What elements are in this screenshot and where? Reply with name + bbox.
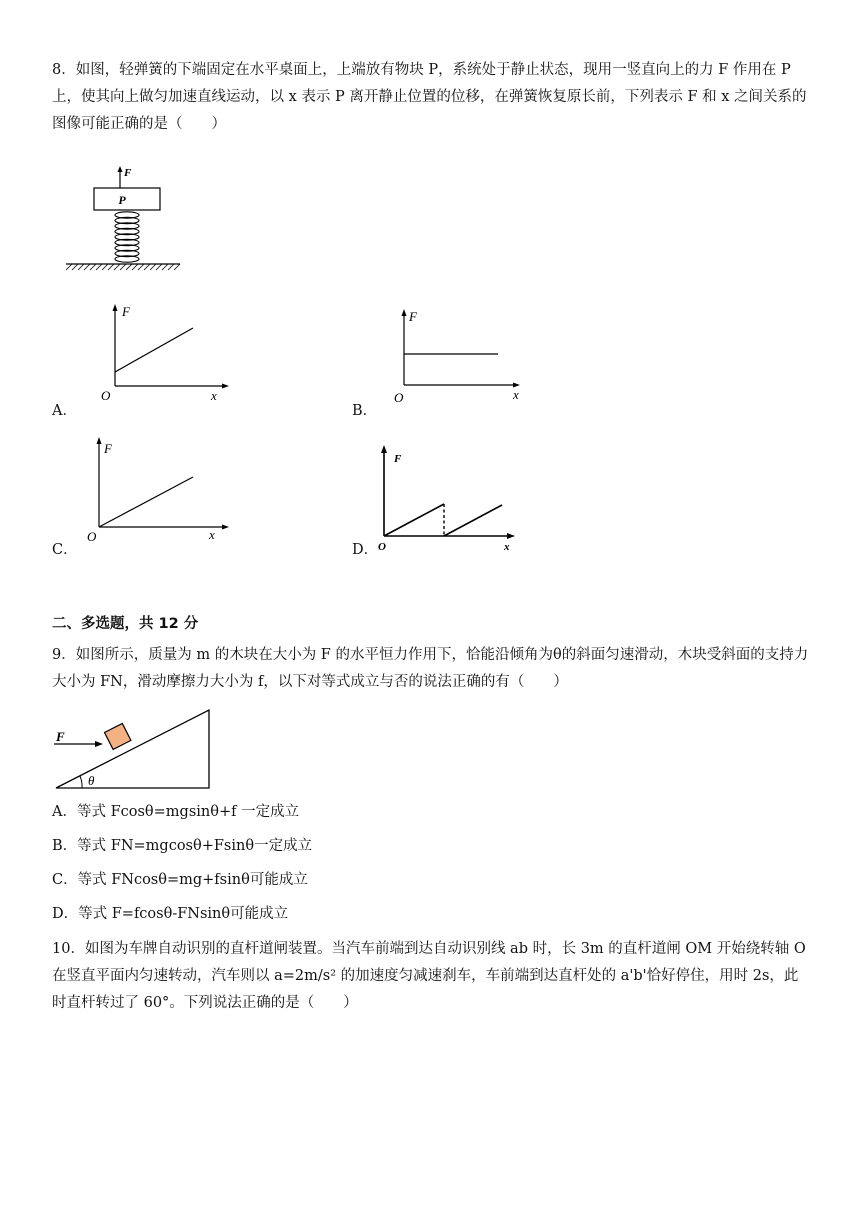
graph-d-line-2 (444, 505, 502, 536)
incline-triangle (56, 710, 209, 788)
graph-a (95, 302, 235, 402)
incline-force-label: F (56, 729, 65, 744)
graph-a-x-label: x (211, 388, 217, 402)
option-b-label[interactable]: B． (352, 403, 378, 419)
graph-c-origin-label: O (87, 529, 97, 544)
question-8-text: 8．如图，轻弹簧的下端固定在水平桌面上，上端放有物块 P，系统处于静止状态，现用一竖直向上的力 F 作用在 P 上，使其向上做匀加速直线运动，以 x 表示 P 离开静止位置的位移，在弹簧恢复原长前，下列表示 F 和 x 之间关系的图像可能正确的是（ ） (52, 62, 807, 132)
wood-block (104, 723, 130, 749)
force-label-F: F (124, 167, 132, 179)
spring-coil (115, 212, 139, 262)
graph-b-x-label: x (513, 387, 519, 402)
graph-d-f-label: F (394, 453, 402, 465)
q9-option-b[interactable]: B．等式 FN=mgcosθ+Fsinθ一定成立 (52, 838, 313, 854)
graph-a-f-label: F (122, 304, 130, 319)
graph-d-x-label: x (504, 541, 510, 552)
graph-d (372, 440, 522, 552)
q9-option-c[interactable]: C．等式 FNcosθ=mg+fsinθ可能成立 (52, 872, 308, 888)
graph-c-f-label: F (104, 441, 112, 456)
graph-d-origin-label: O (378, 541, 386, 552)
graph-d-line-1 (384, 504, 444, 536)
question-10-text: 10．如图为车牌自动识别的直杆道闸装置。当汽车前端到达自动识别线 ab 时，长 3m 的直杆道闸 OM 开始绕转轴 O 在竖直平面内匀速转动，汽车则以 a=2m/s² 的加速度匀减速刹车，车前端到达直杆处的 a'b'恰好停住，用时 2s，此时直杆转过了 60°。下列说法正确的是（ ） (52, 941, 806, 1011)
question-9-text: 9．如图所示，质量为 m 的木块在大小为 F 的水平恒力作用下，恰能沿倾角为θ的斜面匀速滑动，木块受斜面的支持力大小为 FN，滑动摩擦力大小为 f，以下对等式成立与否的说法正确的有（ ） (52, 647, 809, 690)
graph-c-x-label: x (209, 527, 215, 542)
graph-b-origin-label: O (394, 390, 404, 405)
option-d-label[interactable]: D． (352, 542, 379, 558)
graph-a-line (115, 328, 193, 372)
incline-figure (52, 704, 222, 794)
section-heading: 二、多选题，共 12 分 (52, 616, 199, 632)
ground-hatching (66, 264, 180, 270)
graph-c (85, 433, 235, 545)
graph-a-origin-label: O (101, 388, 111, 402)
q9-option-a[interactable]: A．等式 Fcosθ=mgsinθ+f 一定成立 (52, 804, 300, 820)
spring-block-figure (58, 162, 188, 274)
block-label-P: P (118, 193, 126, 207)
q9-option-d[interactable]: D．等式 F=fcosθ-FNsinθ可能成立 (52, 906, 289, 922)
option-a-label[interactable]: A． (52, 403, 77, 419)
graph-c-line (99, 477, 193, 527)
graph-b-f-label: F (409, 309, 417, 324)
angle-theta-label: θ (88, 773, 95, 788)
graph-b (390, 305, 530, 405)
option-c-label[interactable]: C． (52, 542, 78, 558)
